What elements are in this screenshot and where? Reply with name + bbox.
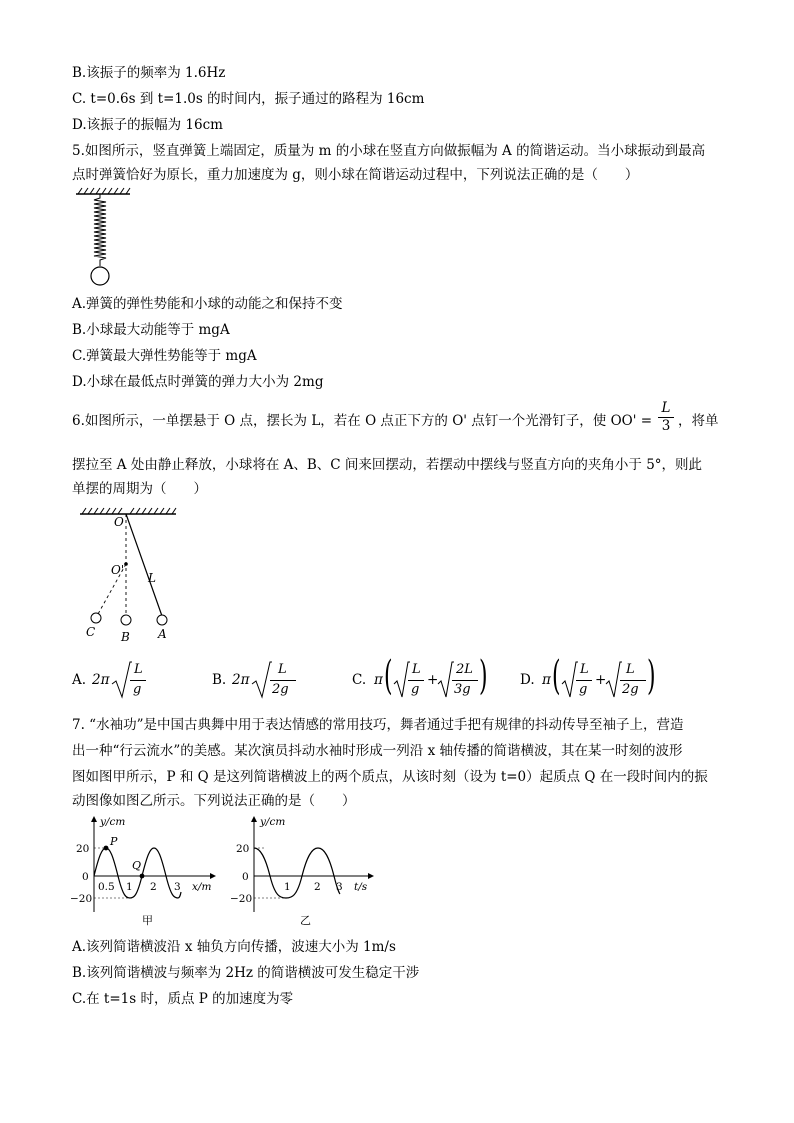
- q6-stem-line3: 单摆的周期为（ ）: [72, 481, 207, 497]
- x-tick-1: 1: [126, 881, 133, 893]
- q4-option-c: C. t=0.6s 到 t=1.0s 的时间内，振子通过的路程为 16cm: [72, 91, 425, 107]
- y-tick-0: 0: [242, 871, 249, 883]
- q5-option-b: B.小球最大动能等于 mgA: [72, 322, 230, 338]
- q6-option-a: A. 2π L g: [72, 660, 192, 700]
- q4-option-b: B.该振子的频率为 1.6Hz: [72, 65, 226, 81]
- q7-option-b: B.该列简谐横波与频率为 2Hz 的简谐横波可发生稳定干涉: [72, 965, 420, 981]
- q6-option-d: D. π ( L g + L 2g ): [520, 653, 656, 699]
- q6-fraction: [658, 400, 674, 435]
- x-tick-2: 2: [150, 881, 157, 893]
- y-axis-label: y/cm: [260, 816, 286, 828]
- caption-jia: 甲: [142, 914, 153, 927]
- sqrt-sign: [110, 660, 132, 700]
- x-tick-3: 3: [174, 881, 181, 893]
- y-tick-20: 20: [236, 843, 250, 855]
- q4-option-d: D.该振子的振幅为 16cm: [72, 117, 223, 133]
- q6-stem-line1: 6.如图所示，一单摆悬于 O 点，摆长为 L，若在 O 点正下方的 O' 点钉一个光滑钉子，使 OO' =: [72, 413, 653, 429]
- label-B: B: [121, 630, 130, 644]
- q5-option-c: C.弹簧最大弹性势能等于 mgA: [72, 348, 257, 364]
- q6-fraction-numerator: L: [661, 400, 671, 416]
- vibration-graph-yi: [230, 812, 380, 930]
- q6-option-c: C. π ( L g + 2L 3g ): [352, 653, 488, 699]
- x-tick-0.5: 0.5: [98, 881, 115, 893]
- q5-option-a: A.弹簧的弹性势能和小球的动能之和保持不变: [72, 296, 343, 312]
- y-tick-0: 0: [82, 871, 89, 883]
- y-tick-neg20: −20: [230, 893, 253, 905]
- q6-option-b: B. 2π L 2g: [212, 660, 332, 700]
- label-O: O: [114, 515, 124, 529]
- q6-fraction-denominator: 3: [661, 418, 671, 434]
- y-tick-neg20: −20: [70, 893, 93, 905]
- point-P-label: P: [110, 835, 118, 848]
- q7-stem-line1: 7. “水袖功”是中国古典舞中用于表达情感的常用技巧，舞者通过手把有规律的抖动传导至袖子上，营造: [72, 717, 684, 733]
- point-Q-label: Q: [132, 859, 142, 872]
- x-axis-label: x/m: [192, 881, 212, 893]
- sqrt-sign: [250, 660, 272, 700]
- q5-option-d: D.小球在最低点时弹簧的弹力大小为 2mg: [72, 374, 324, 390]
- q6-stem-line2: 摆拉至 A 处由静止释放，小球将在 A、B、C 间来回摆动，若摆动中摆线与竖直方向的夹角小于 5°，则此: [72, 457, 703, 473]
- caption-yi: 乙: [300, 914, 311, 927]
- x-axis-label: t/s: [354, 881, 368, 893]
- q7-stem-line4: 动图像如图乙所示。下列说法正确的是（ ）: [72, 793, 356, 809]
- y-tick-20: 20: [76, 843, 90, 855]
- label-A: A: [158, 627, 167, 641]
- q5-stem-line2: 点时弹簧恰好为原长，重力加速度为 g，则小球在简谐运动过程中，下列说法正确的是（ ）: [72, 167, 639, 183]
- q7-stem-line2: 出一种“行云流水”的美感。某次演员抖动水袖时形成一列沿 x 轴传播的简谐横波，其在某一时刻的波形: [72, 743, 683, 759]
- wave-graph-jia: [70, 812, 220, 930]
- t-tick-1: 1: [284, 881, 291, 893]
- spring-figure: [74, 186, 134, 288]
- q7-option-a: A.该列简谐横波沿 x 轴负方向传播，波速大小为 1m/s: [72, 939, 396, 955]
- q7-option-c: C.在 t=1s 时，质点 P 的加速度为零: [72, 991, 294, 1007]
- label-O-prime: O': [111, 563, 125, 577]
- t-tick-2: 2: [314, 881, 321, 893]
- q6-stem-line1-end: ，将单: [678, 413, 719, 429]
- y-axis-label: y/cm: [100, 816, 126, 828]
- q5-stem-line1: 5.如图所示，竖直弹簧上端固定，质量为 m 的小球在竖直方向做振幅为 A 的简谐运动。当小球振动到最高: [72, 143, 706, 159]
- q7-stem-line3: 图如图甲所示，P 和 Q 是这列简谐横波上的两个质点，从该时刻（设为 t=0）起质点 Q 在一段时间内的振: [72, 769, 708, 785]
- label-C: C: [86, 625, 96, 639]
- pendulum-figure: [76, 506, 184, 646]
- label-L: L: [148, 571, 156, 585]
- t-tick-3: 3: [336, 881, 343, 893]
